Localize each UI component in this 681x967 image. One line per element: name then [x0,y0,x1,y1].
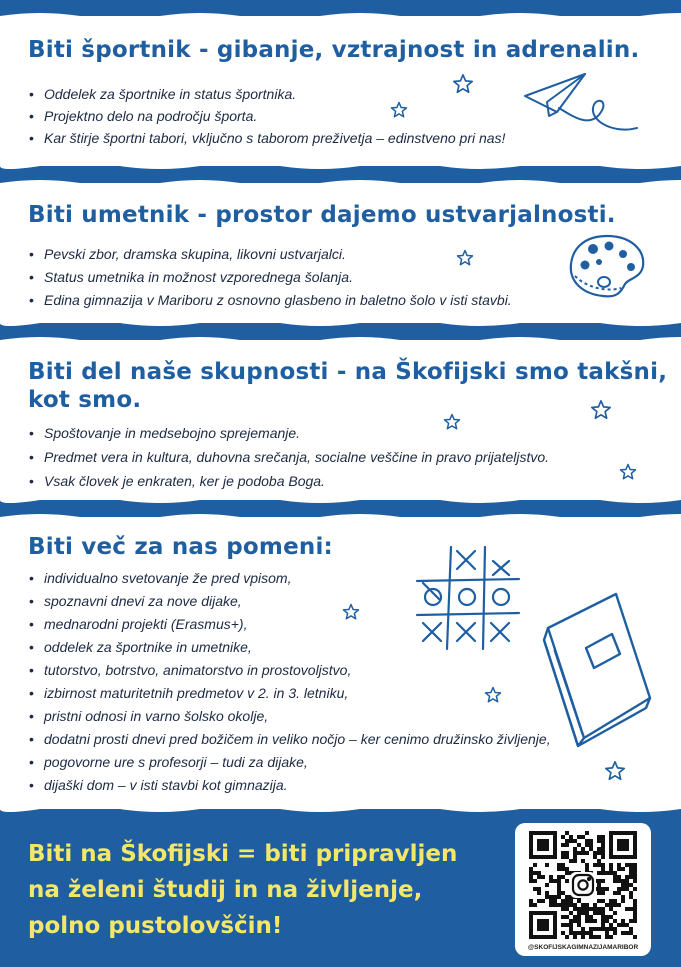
star-icon [342,603,360,621]
list-item: • individualno svetovanje že pred vpisom, [28,567,551,590]
star-icon [390,101,408,119]
list-item: • Predmet vera in kultura, duhovna srečanja, socialne veščine in pravo prijateljstvo. [28,445,549,469]
paper-plane-icon [515,68,650,148]
list-item: • spoznavni dnevi za nove dijake, [28,590,551,613]
wave-divider [0,332,681,346]
wave-divider [0,317,681,331]
footer-line: polno pustolovščin! [28,913,283,939]
tic-tac-toe-icon [413,543,523,653]
list-item: • Projektno delo na področju športa. [28,105,505,127]
list-item: • Kar štirje športni tabori, vključno s taborom preživetja – edinstveno pri nas! [28,127,505,149]
star-icon [456,249,474,267]
instagram-icon [570,872,596,898]
section-title-line: kot smo. [28,387,142,413]
list-item: • dodatni prosti dnevi pred božičem in veliko nočjo – ker cenimo družinsko življenje, [28,728,551,751]
footer-line: Biti na Škofijski = biti pripravljen [28,841,458,867]
list-item: • tutorstvo, botrstvo, animatorstvo in prostovoljstvo, [28,659,551,682]
wave-divider [0,509,681,523]
wave-divider [0,803,681,817]
book-icon [538,588,658,748]
star-icon [604,760,626,782]
list-item: • oddelek za športnike in umetnike, [28,636,551,659]
wave-divider [0,175,681,189]
section-list [28,83,505,149]
wave-divider [0,8,681,22]
list-item: • mednarodni projekti (Erasmus+), [28,613,551,636]
palette-icon [567,232,647,300]
list-item: • pristni odnosi in varno šolsko okolje, [28,705,551,728]
section-title [28,358,667,414]
list-item: • Status umetnika in možnost vzporednega šolanja. [28,266,512,289]
section-list [28,421,549,493]
list-item: • dijaški dom – v isti stavbi kot gimnazija. [28,774,551,797]
section-title: Biti umetnik - prostor dajemo ustvarjalnosti. [28,202,616,228]
list-item: • izbirnost maturitetnih predmetov v 2. in 3. letniku, [28,682,551,705]
list-item: • Edina gimnazija v Mariboru z osnovno glasbeno in baletno šolo v isti stavbi. [28,289,512,312]
list-item: • Pevski zbor, dramska skupina, likovni ustvarjalci. [28,243,512,266]
list-item: • Vsak človek je enkraten, ker je podoba Boga. [28,469,549,493]
list-item: • Spoštovanje in medsebojno sprejemanje. [28,421,549,445]
star-icon [619,463,637,481]
star-icon [484,686,502,704]
footer-slogan [28,836,457,944]
section-list [28,243,512,312]
star-icon [590,399,612,421]
star-icon [443,413,461,431]
section-title: Biti več za nas pomeni: [28,534,333,560]
qr-card[interactable] [515,823,651,956]
section-title: Biti športnik - gibanje, vztrajnost in adrenalin. [28,37,640,63]
star-icon [452,73,474,95]
footer-line: na želeni študij in na življenje, [28,877,423,903]
wave-divider [0,160,681,174]
section-skupnost [0,340,681,500]
list-item: • pogovorne ure s profesorji – tudi za dijake, [28,751,551,774]
list-item: • Oddelek za športnike in status športnika. [28,83,505,105]
wave-divider [0,494,681,508]
instagram-handle: @SKOFIJSKAGIMNAZIJAMARIBOR [527,944,639,951]
section-title-line: Biti del naše skupnosti - na Škofijski smo takšni, [28,359,668,385]
